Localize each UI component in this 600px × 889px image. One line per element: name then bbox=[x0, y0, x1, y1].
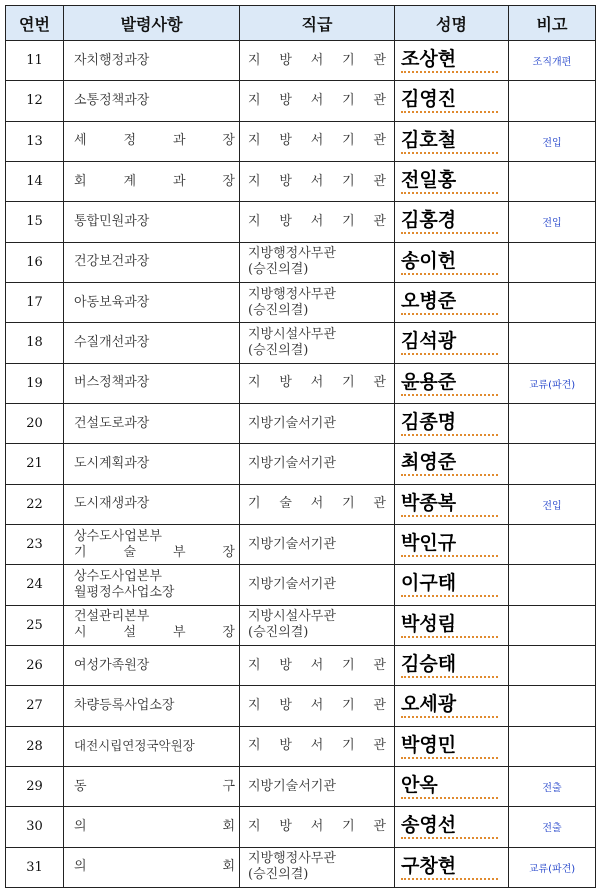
note-cell bbox=[509, 565, 596, 605]
rank-line: 지 방 서 기 관 bbox=[248, 92, 386, 108]
post-line: 수질개선과장 bbox=[74, 334, 150, 350]
post-line: 통합민원과장 bbox=[74, 213, 150, 229]
post-line: 의 회 bbox=[74, 859, 235, 875]
person-name: 송이헌 bbox=[401, 250, 498, 275]
name-cell bbox=[395, 686, 509, 726]
table-row bbox=[6, 565, 596, 605]
row-number: 16 bbox=[6, 242, 64, 282]
post-line: 시 설 부 장 bbox=[74, 625, 235, 641]
row-number: 15 bbox=[6, 202, 64, 242]
rank-cell bbox=[240, 161, 395, 201]
note-cell bbox=[509, 444, 596, 484]
table-row bbox=[6, 161, 596, 201]
rank-line: (승진의결) bbox=[248, 302, 309, 318]
person-name: 윤용준 bbox=[401, 371, 498, 396]
post-cell bbox=[64, 403, 240, 443]
note-cell bbox=[509, 161, 596, 201]
person-name: 최영준 bbox=[401, 451, 498, 476]
rank-cell bbox=[240, 41, 395, 81]
post-cell bbox=[64, 847, 240, 887]
row-number: 20 bbox=[6, 403, 64, 443]
person-name: 김승태 bbox=[401, 653, 498, 678]
post-cell bbox=[64, 686, 240, 726]
rank-cell bbox=[240, 202, 395, 242]
note-cell: 교류(파견) bbox=[509, 847, 596, 887]
name-cell bbox=[395, 121, 509, 161]
name-cell bbox=[395, 726, 509, 766]
person-name: 박인규 bbox=[401, 532, 498, 557]
post-line: 아동보육과장 bbox=[74, 294, 150, 310]
row-number: 23 bbox=[6, 524, 64, 564]
rank-cell bbox=[240, 282, 395, 322]
post-cell bbox=[64, 524, 240, 564]
table-row bbox=[6, 726, 596, 766]
person-name: 박성림 bbox=[401, 613, 498, 638]
post-cell bbox=[64, 41, 240, 81]
rank-cell bbox=[240, 645, 395, 685]
name-cell bbox=[395, 524, 509, 564]
header-note: 비고 bbox=[509, 6, 596, 41]
rank-cell bbox=[240, 605, 395, 645]
rank-cell bbox=[240, 403, 395, 443]
name-cell bbox=[395, 41, 509, 81]
name-cell bbox=[395, 847, 509, 887]
rank-cell bbox=[240, 686, 395, 726]
post-cell bbox=[64, 444, 240, 484]
post-line: 여성가족원장 bbox=[74, 657, 150, 673]
rank-line: 지방기술서기관 bbox=[248, 778, 336, 794]
rank-line: 지 방 서 기 관 bbox=[248, 133, 386, 149]
row-number: 14 bbox=[6, 161, 64, 201]
table-row bbox=[6, 81, 596, 121]
rank-line: 지 방 서 기 관 bbox=[248, 657, 386, 673]
rank-line: (승진의결) bbox=[248, 262, 309, 278]
post-line: 상수도사업본부 bbox=[74, 528, 162, 544]
header-post: 발령사항 bbox=[64, 6, 240, 41]
note-cell bbox=[509, 605, 596, 645]
rank-cell bbox=[240, 524, 395, 564]
name-cell bbox=[395, 766, 509, 806]
rank-line: 지 방 서 기 관 bbox=[248, 173, 386, 189]
rank-line: 지방행정사무관 bbox=[248, 286, 336, 302]
name-cell bbox=[395, 81, 509, 121]
post-line: 버스정책과장 bbox=[74, 375, 150, 391]
table-row bbox=[6, 444, 596, 484]
table-row bbox=[6, 847, 596, 887]
rank-cell bbox=[240, 444, 395, 484]
post-cell bbox=[64, 645, 240, 685]
person-name: 오세광 bbox=[401, 693, 498, 718]
note-cell bbox=[509, 81, 596, 121]
name-cell bbox=[395, 605, 509, 645]
table-row bbox=[6, 484, 596, 524]
header-no: 연번 bbox=[6, 6, 64, 41]
note-cell bbox=[509, 686, 596, 726]
table-row bbox=[6, 323, 596, 363]
row-number: 26 bbox=[6, 645, 64, 685]
rank-cell bbox=[240, 565, 395, 605]
personnel-table bbox=[5, 5, 596, 888]
person-name: 오병준 bbox=[401, 290, 498, 315]
note-cell: 전출 bbox=[509, 766, 596, 806]
person-name: 조상현 bbox=[401, 48, 498, 73]
row-number: 18 bbox=[6, 323, 64, 363]
table-row bbox=[6, 807, 596, 847]
post-line: 세 정 과 장 bbox=[74, 133, 235, 149]
rank-cell bbox=[240, 847, 395, 887]
note-cell bbox=[509, 282, 596, 322]
rank-line: 지방시설사무관 bbox=[248, 326, 336, 342]
row-number: 19 bbox=[6, 363, 64, 403]
post-line: 건설관리본부 bbox=[74, 609, 150, 625]
row-number: 22 bbox=[6, 484, 64, 524]
row-number: 30 bbox=[6, 807, 64, 847]
note-cell bbox=[509, 726, 596, 766]
row-number: 24 bbox=[6, 565, 64, 605]
post-line: 차량등록사업소장 bbox=[74, 697, 175, 713]
post-cell bbox=[64, 202, 240, 242]
post-cell bbox=[64, 766, 240, 806]
post-line: 월평정수사업소장 bbox=[74, 584, 175, 600]
person-name: 김호철 bbox=[401, 129, 498, 154]
post-cell bbox=[64, 484, 240, 524]
person-name: 구창현 bbox=[401, 855, 498, 880]
name-cell bbox=[395, 242, 509, 282]
post-line: 대전시립연정국악원장 bbox=[74, 738, 195, 754]
person-name: 박종복 bbox=[401, 492, 498, 517]
row-number: 27 bbox=[6, 686, 64, 726]
table-row bbox=[6, 202, 596, 242]
rank-cell bbox=[240, 242, 395, 282]
rank-line: 지방시설사무관 bbox=[248, 609, 336, 625]
header-rank: 직급 bbox=[240, 6, 395, 41]
post-cell bbox=[64, 363, 240, 403]
header-row bbox=[6, 6, 596, 41]
rank-cell bbox=[240, 766, 395, 806]
row-number: 25 bbox=[6, 605, 64, 645]
table-row bbox=[6, 645, 596, 685]
rank-line: 지 방 서 기 관 bbox=[248, 738, 386, 754]
rank-cell bbox=[240, 807, 395, 847]
post-line: 기 술 부 장 bbox=[74, 544, 235, 560]
note-cell: 전출 bbox=[509, 807, 596, 847]
note-cell: 전입 bbox=[509, 202, 596, 242]
rank-line: (승진의결) bbox=[248, 625, 309, 641]
person-name: 안옥 bbox=[401, 774, 498, 799]
header-name: 성명 bbox=[395, 6, 509, 41]
rank-line: 지방행정사무관 bbox=[248, 851, 336, 867]
name-cell bbox=[395, 161, 509, 201]
post-line: 건강보건과장 bbox=[74, 254, 150, 270]
row-number: 21 bbox=[6, 444, 64, 484]
post-line: 소통정책과장 bbox=[74, 92, 150, 108]
rank-line: 지 방 서 기 관 bbox=[248, 52, 386, 68]
rank-line: 지 방 서 기 관 bbox=[248, 375, 386, 391]
table-row bbox=[6, 766, 596, 806]
table-row bbox=[6, 242, 596, 282]
post-line: 도시재생과장 bbox=[74, 496, 150, 512]
table-row bbox=[6, 524, 596, 564]
post-cell bbox=[64, 161, 240, 201]
row-number: 13 bbox=[6, 121, 64, 161]
note-cell: 전입 bbox=[509, 484, 596, 524]
person-name: 김석광 bbox=[401, 330, 498, 355]
table-row bbox=[6, 403, 596, 443]
row-number: 31 bbox=[6, 847, 64, 887]
rank-cell bbox=[240, 726, 395, 766]
rank-cell bbox=[240, 363, 395, 403]
post-cell bbox=[64, 807, 240, 847]
post-line: 동 구 bbox=[74, 778, 235, 794]
table-row bbox=[6, 41, 596, 81]
note-cell: 교류(파견) bbox=[509, 363, 596, 403]
post-line: 자치행정과장 bbox=[74, 52, 150, 68]
note-cell bbox=[509, 403, 596, 443]
name-cell bbox=[395, 323, 509, 363]
rank-line: 지방기술서기관 bbox=[248, 455, 336, 471]
person-name: 박영민 bbox=[401, 734, 498, 759]
person-name: 김영진 bbox=[401, 88, 498, 113]
post-cell bbox=[64, 323, 240, 363]
post-line: 도시계획과장 bbox=[74, 455, 150, 471]
person-name: 김홍경 bbox=[401, 209, 498, 234]
rank-line: 지방기술서기관 bbox=[248, 576, 336, 592]
note-cell bbox=[509, 524, 596, 564]
post-cell bbox=[64, 242, 240, 282]
name-cell bbox=[395, 202, 509, 242]
rank-line: 지 방 서 기 관 bbox=[248, 213, 386, 229]
post-line: 상수도사업본부 bbox=[74, 568, 162, 584]
rank-line: 기 술 서 기 관 bbox=[248, 496, 386, 512]
rank-cell bbox=[240, 121, 395, 161]
person-name: 송영선 bbox=[401, 814, 498, 839]
post-line: 의 회 bbox=[74, 818, 235, 834]
post-cell bbox=[64, 121, 240, 161]
post-cell bbox=[64, 726, 240, 766]
rank-cell bbox=[240, 484, 395, 524]
row-number: 11 bbox=[6, 41, 64, 81]
table-row bbox=[6, 363, 596, 403]
note-cell bbox=[509, 323, 596, 363]
note-cell: 조직개편 bbox=[509, 41, 596, 81]
row-number: 29 bbox=[6, 766, 64, 806]
name-cell bbox=[395, 484, 509, 524]
name-cell bbox=[395, 565, 509, 605]
rank-line: (승진의결) bbox=[248, 867, 309, 883]
rank-cell bbox=[240, 323, 395, 363]
note-cell bbox=[509, 242, 596, 282]
table-row bbox=[6, 121, 596, 161]
note-cell bbox=[509, 645, 596, 685]
name-cell bbox=[395, 403, 509, 443]
name-cell bbox=[395, 444, 509, 484]
person-name: 전일홍 bbox=[401, 169, 498, 194]
table-row bbox=[6, 605, 596, 645]
person-name: 이구태 bbox=[401, 572, 498, 597]
rank-line: 지방행정사무관 bbox=[248, 246, 336, 262]
post-cell bbox=[64, 565, 240, 605]
post-cell bbox=[64, 81, 240, 121]
table-row bbox=[6, 686, 596, 726]
rank-line: 지방기술서기관 bbox=[248, 415, 336, 431]
name-cell bbox=[395, 282, 509, 322]
name-cell bbox=[395, 807, 509, 847]
rank-line: 지 방 서 기 관 bbox=[248, 697, 386, 713]
post-cell bbox=[64, 605, 240, 645]
row-number: 17 bbox=[6, 282, 64, 322]
table-row bbox=[6, 282, 596, 322]
rank-line: 지방기술서기관 bbox=[248, 536, 336, 552]
rank-cell bbox=[240, 81, 395, 121]
post-line: 건설도로과장 bbox=[74, 415, 150, 431]
name-cell bbox=[395, 363, 509, 403]
note-cell: 전입 bbox=[509, 121, 596, 161]
name-cell bbox=[395, 645, 509, 685]
table-body bbox=[6, 41, 596, 888]
rank-line: (승진의결) bbox=[248, 342, 309, 358]
post-line: 회 계 과 장 bbox=[74, 173, 235, 189]
person-name: 김종명 bbox=[401, 411, 498, 436]
row-number: 28 bbox=[6, 726, 64, 766]
row-number: 12 bbox=[6, 81, 64, 121]
rank-line: 지 방 서 기 관 bbox=[248, 818, 386, 834]
post-cell bbox=[64, 282, 240, 322]
